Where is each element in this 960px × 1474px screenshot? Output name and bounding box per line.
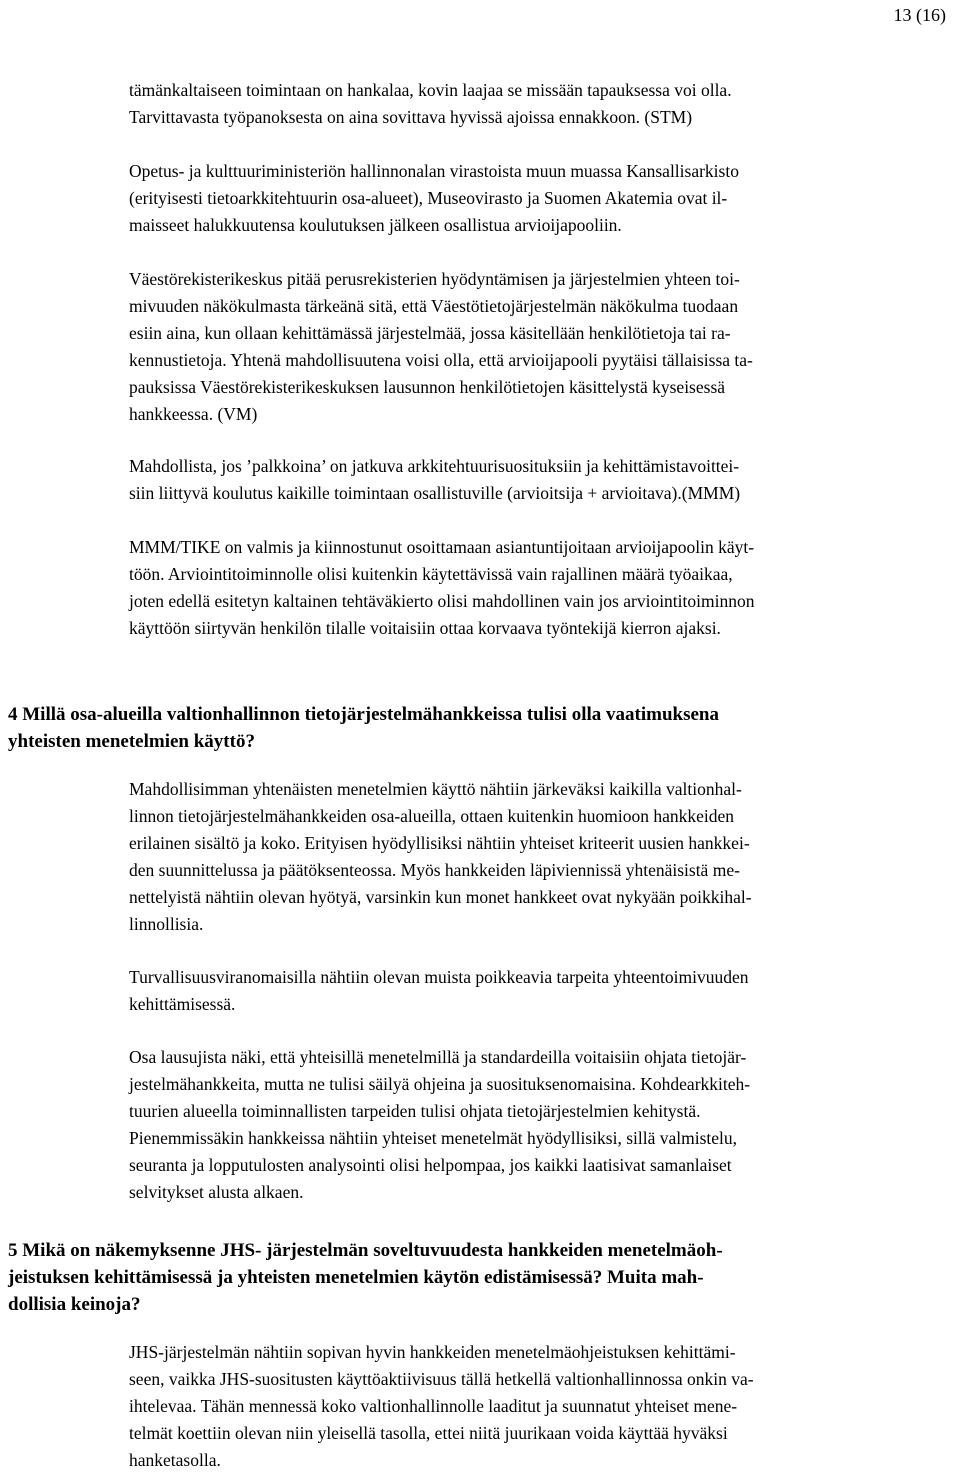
section-4-paragraph-3: Osa lausujista näki, että yhteisillä menetelmillä ja standardeilla voitaisiin ohjata tietojär- jestelmähankkeita, mutta ne tulisi säilyä ohjeina ja suosituksenomaisina. Kohdearkkiteh- tuurien alueella toiminnallisten tarpeiden tulisi ohjata tietojärjestelmien kehitystä. Pienemmissäkin hankkeissa nähtiin yhteiset menetelmät hyödyllisiksi, sillä valmistelu, seuranta ja lopputulosten analysointi olisi helpompaa, jos kaikki laatisivat samanlaiset selvitykset alusta alkaen.: [129, 1047, 751, 1202]
section-5-heading: 5 Mikä on näkemyksenne JHS- järjestelmän soveltuvuudesta hankkeiden menetelmäoh- jeistuksen kehittämisessä ja yhteisten menetelmien käytön edistämisessä? Muita mah- dollisia keinoja?: [8, 1240, 723, 1315]
paragraph-vrk: Väestörekisterikeskus pitää perusrekisterien hyödyntämisen ja järjestelmien yhteen toi- mivuuden näkökulmasta tärkeänä sitä, että Väestötietojärjestelmän näkökulma tuodaan esiin aina, kun ollaan kehittämässä järjestelmää, jossa käsitellään henkilötietoja tai ra- kennustietoja. Yhtenä mahdollisuutena voisi olla, että arvioijapooli pyytäisi tällaisissa ta- pauksissa Väestörekisterikeskuksen lausunnon henkilötietojen käsittelystä kyseisessä hankkeessa. (VM): [129, 269, 753, 424]
section-4-paragraph-2: Turvallisuusviranomaisilla nähtiin olevan muista poikkeavia tarpeita yhteentoimivuuden kehittämisessä.: [129, 967, 749, 1014]
section-4-heading: 4 Millä osa-alueilla valtionhallinnon tietojärjestelmähankkeissa tulisi olla vaatimuksena yhteisten menetelmien käyttö?: [8, 704, 719, 752]
section-5-paragraph-1: JHS-järjestelmän nähtiin sopivan hyvin hankkeiden menetelmäohjeistuksen kehittämi- seen, vaikka JHS-suositusten käyttöaktiivisuus tällä hetkellä valtionhallinnossa onkin va- ihtelevaa. Tähän mennessä koko valtionhallinnolle laaditut ja suunnatut yhteiset mene- telmät koettiin olevan niin yleisellä tasolla, ettei niitä juurikaan voida käyttää hyväksi hanketasolla.: [129, 1342, 754, 1470]
paragraph-stm-tail: tämänkaltaiseen toimintaan on hankalaa, kovin laajaa se missään tapauksessa voi olla. Tarvittavasta työpanoksesta on aina sovittava hyvissä ajoissa ennakkoon. (STM): [129, 80, 732, 127]
paragraph-mmm-training: Mahdollista, jos ’palkkoina’ on jatkuva arkkitehtuurisuosituksiin ja kehittämistavoittei- siin liittyvä koulutus kaikille toimintaan osallistuville (arvioitsija + arvioitava).(MMM): [129, 456, 741, 503]
page-number: 13 (16): [893, 5, 946, 25]
paragraph-mmm-tike: MMM/TIKE on valmis ja kiinnostunut osoittamaan asiantuntijoitaan arvioijapoolin käyt- töön. Arviointitoiminnolle olisi kuitenkin käytettävissä vain rajallinen määrä työaikaa, joten edellä esitetyn kaltainen tehtäväkierto olisi mahdollinen vain jos arviointitoiminnon käyttöön siirtyvän henkilön tilalle voitaisiin ottaa korvaava työntekijä kierron ajaksi.: [129, 537, 755, 638]
paragraph-okm-agencies: Opetus- ja kulttuuriministeriön hallinnonalan virastoista muun muassa Kansallisarkisto (erityisesti tietoarkkitehtuurin osa-alueet), Museovirasto ja Suomen Akatemia ovat il- maisseet halukkuutensa koulutuksen jälkeen osallistua arvioijapooliin.: [129, 161, 739, 235]
section-4-paragraph-1: Mahdollisimman yhtenäisten menetelmien käyttö nähtiin järkeväksi kaikilla valtionhal- linnon tietojärjestelmähankkeiden osa-alueilla, ottaen kuitenkin huomioon hankkeiden erilainen sisältö ja koko. Erityisen hyödyllisiksi nähtiin yhteiset kriteerit uusien hankkei- den suunnittelussa ja päätöksenteossa. Myös hankkeiden läpiviennissä yhtenäisistä me- nettelyistä nähtiin olevan hyötyä, varsinkin kun monet hankkeet ovat nykyään poikkihal- linnollisia.: [129, 779, 752, 934]
